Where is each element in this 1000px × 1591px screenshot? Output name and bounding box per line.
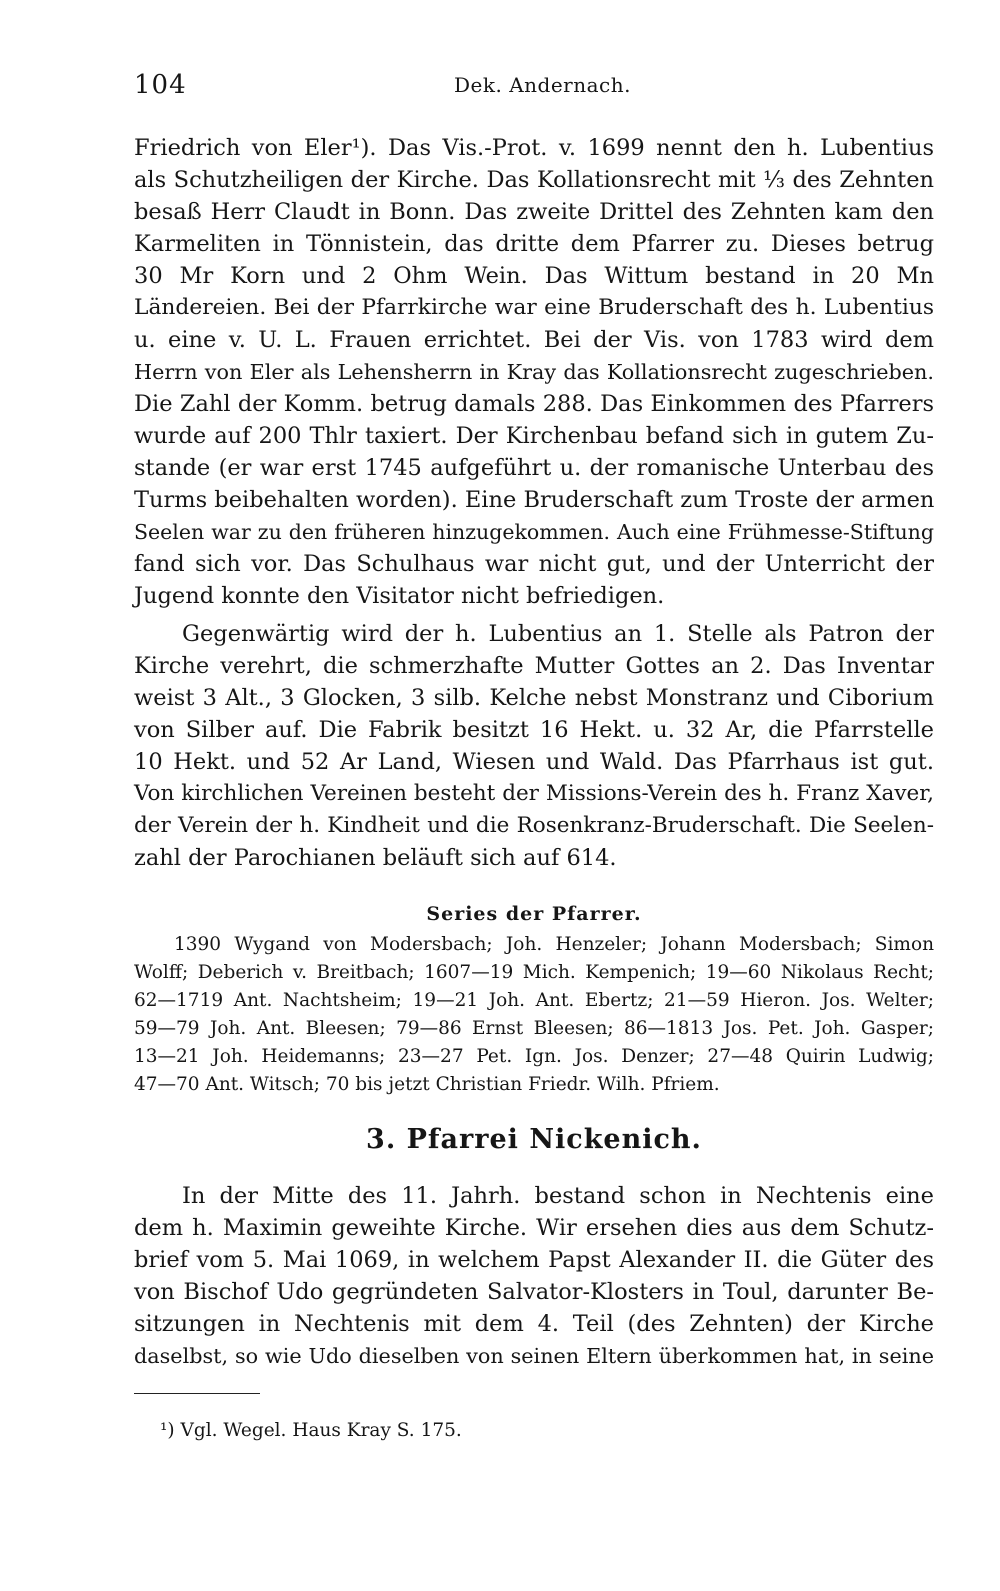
series-line: 59—79 Joh. Ant. Bleesen; 79—86 Ernst Bleesen; 86—1813 Jos. Pet. Joh. Gasper;	[134, 1018, 934, 1039]
running-head: Dek. Andernach.	[454, 73, 631, 97]
section-heading: 3. Pfarrei Nickenich.	[366, 1124, 702, 1155]
text-line: Jugend konnte den Visitator nicht befriedigen.	[134, 583, 665, 609]
text-line: Ländereien. Bei der Pfarrkirche war eine Bruderschaft des h. Lubentius	[134, 295, 934, 320]
text-line: sitzungen in Nechtenis mit dem 4. Teil (des Zehnten) der Kirche	[134, 1311, 934, 1337]
text-line: dem h. Maximin geweihte Kirche. Wir ersehen dies aus dem Schutz-	[134, 1215, 934, 1241]
text-line: In der Mitte des 11. Jahrh. bestand schon in Nechtenis eine	[182, 1183, 934, 1209]
text-line: Herrn von Eler als Lehensherrn in Kray das Kollationsrecht zugeschrieben.	[134, 360, 934, 384]
text-line: weist 3 Alt., 3 Glocken, 3 silb. Kelche nebst Monstranz und Ciborium	[134, 685, 934, 711]
footnote: ¹) Vgl. Wegel. Haus Kray S. 175.	[160, 1420, 462, 1441]
text-line: von Bischof Udo gegründeten Salvator-Klosters in Toul, darunter Be-	[134, 1279, 934, 1305]
text-line: fand sich vor. Das Schulhaus war nicht gut, und der Unterricht der	[134, 551, 934, 577]
page-number: 104	[134, 70, 187, 100]
text-line: stande (er war erst 1745 aufgeführt u. der romanische Unterbau des	[134, 455, 934, 481]
series-heading: Series der Pfarrer.	[426, 903, 642, 925]
text-line: Kirche verehrt, die schmerzhafte Mutter Gottes an 2. Das Inventar	[134, 653, 934, 679]
text-line: 30 Mr Korn und 2 Ohm Wein. Das Wittum bestand in 20 Mn	[134, 263, 934, 289]
text-line: Gegenwärtig wird der h. Lubentius an 1. Stelle als Patron der	[182, 621, 934, 647]
text-line: Karmeliten in Tönnistein, das dritte dem Pfarrer zu. Dieses betrug	[134, 231, 934, 257]
page-header	[134, 70, 934, 110]
text-line: Von kirchlichen Vereinen besteht der Missions-Verein des h. Franz Xaver,	[134, 781, 934, 806]
text-line: Friedrich von Eler¹). Das Vis.-Prot. v. 1699 nennt den h. Lubentius	[134, 135, 934, 161]
series-line: 62—1719 Ant. Nachtsheim; 19—21 Joh. Ant. Ebertz; 21—59 Hieron. Jos. Welter;	[134, 990, 934, 1011]
text-line: Die Zahl der Komm. betrug damals 288. Das Einkommen des Pfarrers	[134, 391, 934, 417]
text-line: zahl der Parochianen beläuft sich auf 614.	[134, 845, 617, 871]
text-line: besaß Herr Claudt in Bonn. Das zweite Drittel des Zehnten kam den	[134, 199, 934, 225]
text-line: brief vom 5. Mai 1069, in welchem Papst Alexander II. die Güter des	[134, 1247, 934, 1273]
text-line: 10 Hekt. und 52 Ar Land, Wiesen und Wald. Das Pfarrhaus ist gut.	[134, 749, 934, 775]
text-line: Seelen war zu den früheren hinzugekommen. Auch eine Frühmesse-Stiftung	[134, 520, 934, 544]
footnote-divider	[134, 1393, 260, 1394]
series-line: 1390 Wygand von Modersbach; Joh. Henzeler; Johann Modersbach; Simon	[174, 934, 934, 955]
text-line: der Verein der h. Kindheit und die Rosenkranz-Bruderschaft. Die Seelen-	[134, 813, 934, 838]
text-line: daselbst, so wie Udo dieselben von seinen Eltern überkommen hat, in seine	[134, 1344, 934, 1368]
series-line: 13—21 Joh. Heidemanns; 23—27 Pet. Ign. Jos. Denzer; 27—48 Quirin Ludwig;	[134, 1046, 934, 1067]
text-line: von Silber auf. Die Fabrik besitzt 16 Hekt. u. 32 Ar, die Pfarrstelle	[134, 717, 934, 743]
series-line: 47—70 Ant. Witsch; 70 bis jetzt Christian Friedr. Wilh. Pfriem.	[134, 1074, 720, 1095]
text-line: wurde auf 200 Thlr taxiert. Der Kirchenbau befand sich in gutem Zu-	[134, 423, 934, 449]
text-line: u. eine v. U. L. Frauen errichtet. Bei der Vis. von 1783 wird dem	[134, 327, 934, 353]
text-line: als Schutzheiligen der Kirche. Das Kollationsrecht mit ⅓ des Zehnten	[134, 167, 934, 193]
text-line: Turms beibehalten worden). Eine Bruderschaft zum Troste der armen	[134, 487, 935, 513]
series-line: Wolff; Deberich v. Breitbach; 1607—19 Mich. Kempenich; 19—60 Nikolaus Recht;	[134, 962, 934, 983]
